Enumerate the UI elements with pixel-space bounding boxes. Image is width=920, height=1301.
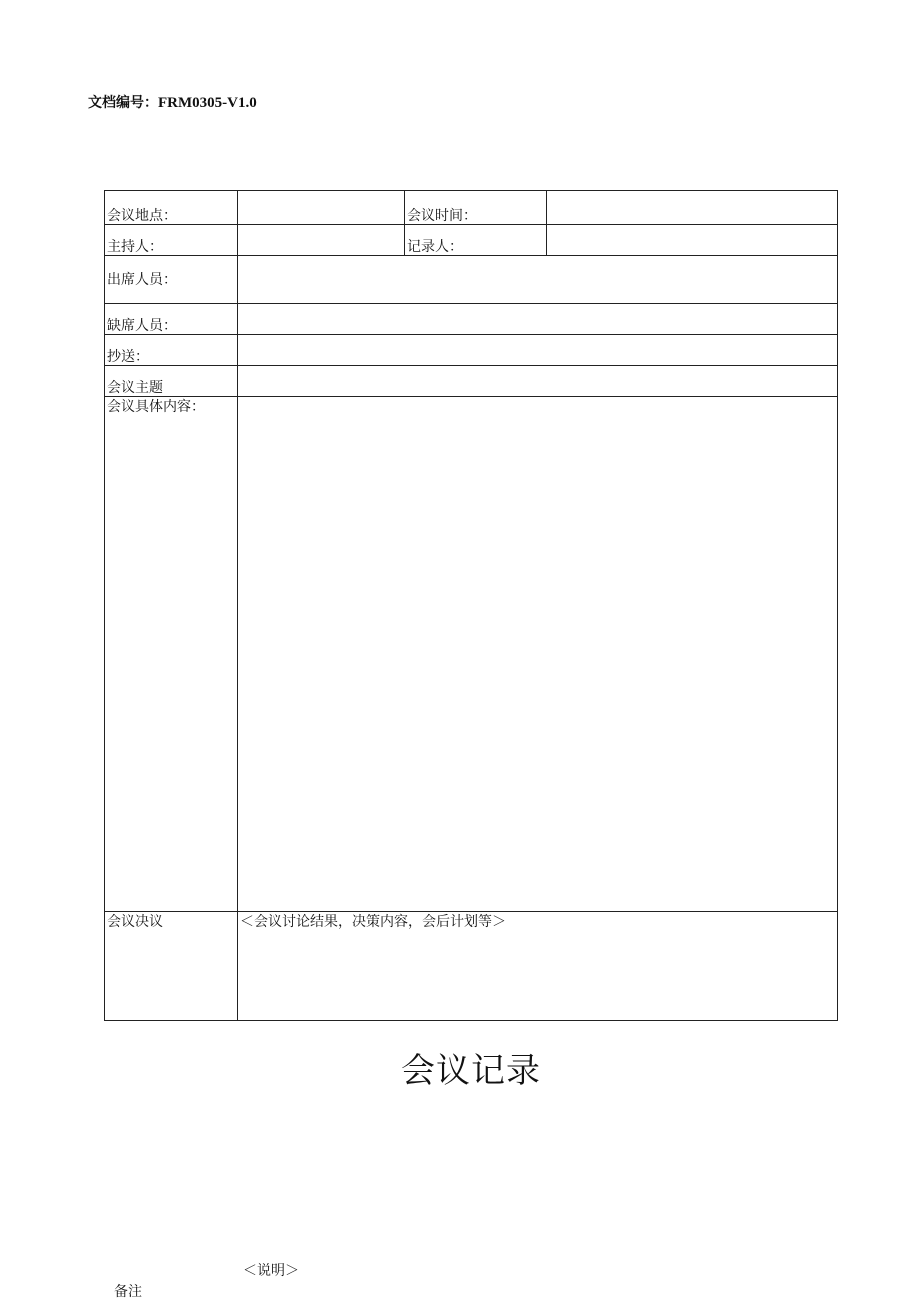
- host-field[interactable]: [238, 225, 405, 256]
- cc-field[interactable]: [238, 335, 838, 366]
- cc-label: 抄送：: [105, 335, 238, 366]
- topic-label: 会议主题: [105, 366, 238, 397]
- location-label: 会议地点：: [105, 191, 238, 225]
- document-number: [88, 92, 257, 112]
- row-location-time: [105, 191, 838, 225]
- recorder-label: 记录人：: [405, 225, 547, 256]
- document-number-value: FRM0305-V1.0: [158, 95, 257, 111]
- attendees-field[interactable]: [238, 256, 838, 304]
- row-host-recorder: [105, 225, 838, 256]
- row-attendees: [105, 256, 838, 304]
- page-title: 会议记录: [401, 1051, 541, 1091]
- row-cc: [105, 335, 838, 366]
- attendees-label: 出席人员：: [105, 256, 238, 304]
- remarks-note: ＜说明＞: [243, 1263, 299, 1279]
- absentees-label: 缺席人员：: [105, 304, 238, 335]
- recorder-field[interactable]: [547, 225, 838, 256]
- absentees-field[interactable]: [238, 304, 838, 335]
- topic-field[interactable]: [238, 366, 838, 397]
- remarks-label: 备注: [114, 1284, 142, 1300]
- meeting-record-form: [104, 190, 838, 1021]
- content-field[interactable]: [238, 397, 838, 912]
- time-label: 会议时间：: [405, 191, 547, 225]
- host-label: 主持人：: [105, 225, 238, 256]
- content-label: 会议具体内容：: [105, 397, 238, 912]
- resolution-field[interactable]: ＜会议讨论结果，决策内容，会后计划等＞: [238, 912, 838, 1021]
- resolution-label: 会议决议: [105, 912, 238, 1021]
- row-resolution: [105, 912, 838, 1021]
- time-field[interactable]: [547, 191, 838, 225]
- document-number-label: 文档编号：: [88, 95, 158, 111]
- row-topic: [105, 366, 838, 397]
- row-absentees: [105, 304, 838, 335]
- location-field[interactable]: [238, 191, 405, 225]
- row-content: [105, 397, 838, 912]
